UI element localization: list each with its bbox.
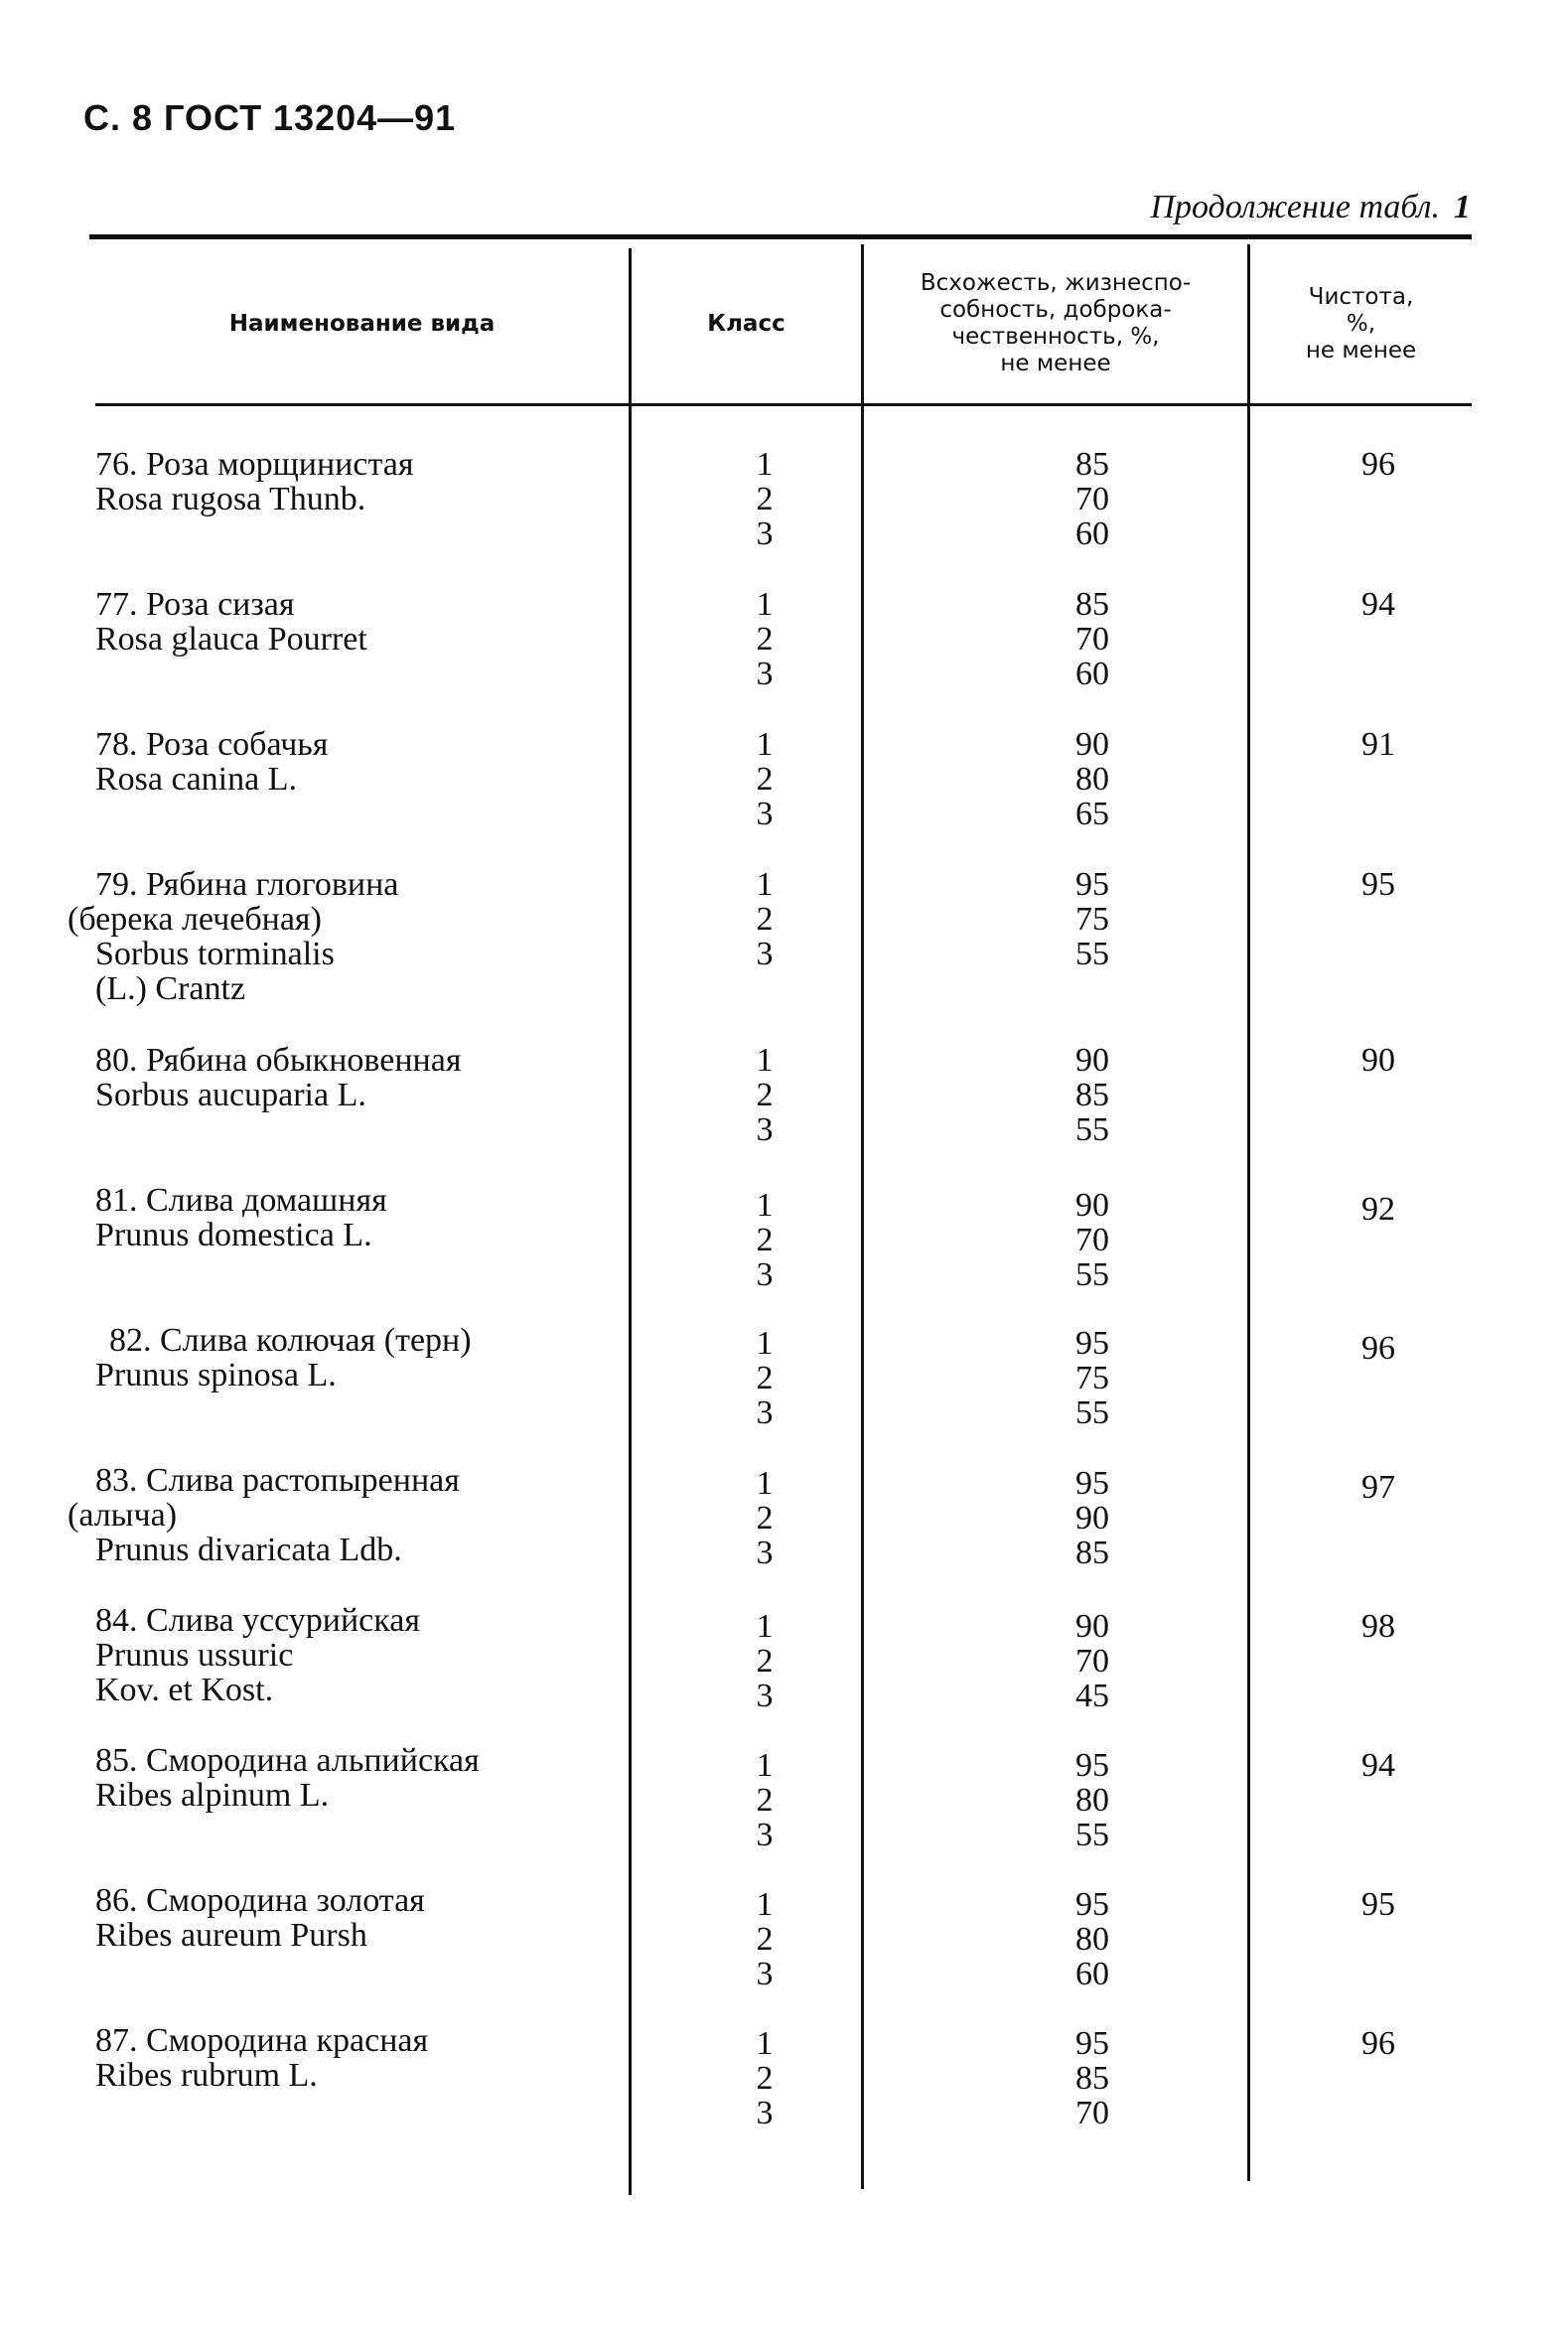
germination-value: 95 bbox=[1075, 2025, 1109, 2062]
class-value: 3 bbox=[756, 936, 774, 972]
class-value: 2 bbox=[756, 1500, 774, 1537]
species-name bbox=[95, 1743, 622, 1813]
germination-value: 90 bbox=[1075, 1500, 1109, 1537]
species-name bbox=[68, 866, 622, 1007]
column-header-purity bbox=[1250, 246, 1472, 401]
table-caption-text: Продолжение табл. bbox=[1150, 189, 1440, 225]
class-values bbox=[735, 2026, 794, 2130]
class-value: 2 bbox=[756, 761, 774, 798]
germination-value: 80 bbox=[1075, 761, 1109, 798]
germination-value: 65 bbox=[1075, 796, 1109, 832]
germination-value: 95 bbox=[1075, 866, 1109, 903]
species-name-line: 78. Роза собачья bbox=[95, 726, 329, 763]
class-value: 3 bbox=[756, 1256, 774, 1293]
class-values bbox=[735, 1887, 794, 1991]
species-name-line: Ribes alpinum L. bbox=[95, 1777, 330, 1814]
purity-value: 90 bbox=[1361, 1042, 1395, 1079]
class-value: 2 bbox=[756, 1643, 774, 1680]
germination-value: 70 bbox=[1075, 481, 1109, 517]
class-value: 2 bbox=[756, 901, 774, 938]
germination-value: 80 bbox=[1075, 1921, 1109, 1958]
species-name-line: Ribes aureum Pursh bbox=[95, 1917, 367, 1954]
species-name-line: 79. Рябина глоговина bbox=[95, 866, 399, 903]
column-header-germination-line: Всхожесть, жизнеспо- bbox=[920, 270, 1192, 296]
class-values bbox=[735, 1326, 794, 1430]
germination-value: 80 bbox=[1075, 1782, 1109, 1819]
germination-value: 75 bbox=[1075, 1360, 1109, 1396]
column-divider-3 bbox=[1247, 244, 1250, 2181]
species-name-line: 85. Смородина альпийская bbox=[95, 1742, 480, 1779]
species-name-line: Rosa rugosa Thunb. bbox=[95, 481, 366, 517]
class-value: 2 bbox=[756, 1921, 774, 1958]
germination-value: 85 bbox=[1075, 1077, 1109, 1113]
germination-value: 55 bbox=[1075, 1256, 1109, 1293]
species-name-line: Prunus ussuric bbox=[95, 1637, 294, 1674]
class-value: 2 bbox=[756, 1222, 774, 1258]
species-name-line: (берека лечебная) bbox=[68, 901, 322, 938]
germination-value: 60 bbox=[1075, 1956, 1109, 1992]
germination-value: 95 bbox=[1075, 1747, 1109, 1784]
column-header-name-text: Наименование вида bbox=[228, 310, 496, 337]
species-name bbox=[95, 587, 622, 657]
column-header-germination bbox=[864, 246, 1247, 401]
class-values bbox=[735, 1466, 794, 1570]
germination-values bbox=[1043, 727, 1142, 831]
germination-value: 95 bbox=[1075, 1325, 1109, 1362]
class-values bbox=[735, 447, 794, 551]
species-name-line: Prunus spinosa L. bbox=[95, 1357, 337, 1393]
class-value: 2 bbox=[756, 1077, 774, 1113]
species-name bbox=[95, 1883, 622, 1953]
class-value: 3 bbox=[756, 1678, 774, 1714]
class-value: 3 bbox=[756, 796, 774, 832]
column-header-class-text: Класс bbox=[707, 310, 785, 337]
species-name-line: 83. Слива растопыренная bbox=[95, 1462, 460, 1499]
germination-values bbox=[1043, 1043, 1142, 1147]
species-name-line: Sorbus torminalis bbox=[95, 936, 335, 972]
germination-value: 85 bbox=[1075, 446, 1109, 483]
germination-values bbox=[1043, 867, 1142, 971]
species-name bbox=[95, 1043, 622, 1112]
germination-value: 85 bbox=[1075, 2060, 1109, 2097]
germination-value: 95 bbox=[1075, 1886, 1109, 1923]
class-value: 3 bbox=[756, 1394, 774, 1431]
class-value: 2 bbox=[756, 481, 774, 517]
germination-value: 55 bbox=[1075, 936, 1109, 972]
species-name-line: 80. Рябина обыкновенная bbox=[95, 1042, 462, 1079]
germination-value: 55 bbox=[1075, 1394, 1109, 1431]
class-value: 1 bbox=[756, 1747, 774, 1784]
purity-value: 96 bbox=[1361, 1330, 1395, 1367]
species-name-line: Prunus domestica L. bbox=[95, 1217, 372, 1253]
species-name bbox=[95, 2023, 622, 2093]
germination-value: 60 bbox=[1075, 656, 1109, 692]
germination-value: 55 bbox=[1075, 1111, 1109, 1148]
class-value: 3 bbox=[756, 1535, 774, 1571]
species-name-line: Prunus divaricata Ldb. bbox=[95, 1532, 402, 1568]
species-name-line: 82. Слива колючая (терн) bbox=[109, 1322, 472, 1359]
species-name-line: 84. Слива уссурийская bbox=[95, 1602, 420, 1639]
germination-value: 90 bbox=[1075, 1187, 1109, 1224]
germination-values bbox=[1043, 1466, 1142, 1570]
class-values bbox=[735, 587, 794, 691]
germination-value: 95 bbox=[1075, 1465, 1109, 1502]
class-value: 3 bbox=[756, 2095, 774, 2131]
class-value: 1 bbox=[756, 586, 774, 623]
purity-value: 94 bbox=[1361, 1747, 1395, 1784]
germination-value: 70 bbox=[1075, 2095, 1109, 2131]
column-header-name bbox=[95, 246, 629, 401]
germination-values bbox=[1043, 1326, 1142, 1430]
germination-value: 90 bbox=[1075, 1608, 1109, 1645]
class-values bbox=[735, 1609, 794, 1713]
column-divider-2 bbox=[861, 244, 864, 2189]
column-header-purity-line: не менее bbox=[1305, 337, 1417, 364]
column-header-germination-line: чественность, %, bbox=[951, 324, 1160, 350]
class-value: 2 bbox=[756, 1782, 774, 1819]
species-name-line: Kov. et Kost. bbox=[95, 1672, 274, 1708]
column-header-purity-line: %, bbox=[1346, 310, 1376, 337]
germination-value: 75 bbox=[1075, 901, 1109, 938]
class-value: 1 bbox=[756, 1187, 774, 1224]
class-values bbox=[735, 727, 794, 831]
species-name bbox=[95, 1183, 622, 1252]
purity-value: 97 bbox=[1361, 1469, 1395, 1506]
germination-values bbox=[1043, 1188, 1142, 1292]
column-divider-1 bbox=[629, 248, 632, 2195]
page-header: С. 8 ГОСТ 13204—91 bbox=[83, 97, 457, 138]
class-value: 3 bbox=[756, 1111, 774, 1148]
germination-values bbox=[1043, 1748, 1142, 1852]
table-header-bottom-rule bbox=[95, 403, 1472, 406]
table-top-rule bbox=[89, 234, 1472, 239]
class-values bbox=[735, 1188, 794, 1292]
species-name-line: Ribes rubrum L. bbox=[95, 2057, 318, 2094]
germination-values bbox=[1043, 2026, 1142, 2130]
class-value: 2 bbox=[756, 621, 774, 658]
germination-value: 90 bbox=[1075, 726, 1109, 763]
germination-value: 85 bbox=[1075, 586, 1109, 623]
germination-values bbox=[1043, 587, 1142, 691]
germination-value: 85 bbox=[1075, 1535, 1109, 1571]
species-name bbox=[68, 1462, 622, 1568]
germination-value: 70 bbox=[1075, 1222, 1109, 1258]
table-caption bbox=[1150, 189, 1471, 226]
class-value: 3 bbox=[756, 1817, 774, 1853]
purity-value: 91 bbox=[1361, 726, 1395, 763]
class-values bbox=[735, 1748, 794, 1852]
column-header-germination-line: не менее bbox=[1000, 351, 1111, 376]
species-name bbox=[95, 1603, 622, 1707]
species-name-line: Rosa canina L. bbox=[95, 761, 297, 798]
species-name-line: (алыча) bbox=[68, 1497, 178, 1534]
species-name-line: 81. Слива домашняя bbox=[95, 1182, 387, 1219]
species-name-line: 76. Роза морщинистая bbox=[95, 446, 414, 483]
species-name bbox=[95, 447, 622, 516]
germination-value: 70 bbox=[1075, 1643, 1109, 1680]
germination-values bbox=[1043, 1609, 1142, 1713]
class-value: 1 bbox=[756, 1042, 774, 1079]
class-value: 3 bbox=[756, 656, 774, 692]
species-name-line: 86. Смородина золотая bbox=[95, 1882, 425, 1919]
class-value: 2 bbox=[756, 2060, 774, 2097]
germination-value: 90 bbox=[1075, 1042, 1109, 1079]
species-name bbox=[95, 1323, 622, 1392]
class-value: 1 bbox=[756, 446, 774, 483]
column-header-germination-line: собность, доброка- bbox=[939, 297, 1172, 323]
column-header-purity-line: Чистота, bbox=[1308, 283, 1414, 310]
species-name bbox=[95, 727, 622, 797]
class-value: 1 bbox=[756, 1465, 774, 1502]
column-header-class bbox=[632, 246, 861, 401]
germination-value: 60 bbox=[1075, 515, 1109, 552]
class-value: 3 bbox=[756, 1956, 774, 1992]
purity-value: 95 bbox=[1361, 866, 1395, 903]
species-name-line: 87. Смородина красная bbox=[95, 2022, 429, 2059]
purity-value: 96 bbox=[1361, 446, 1395, 483]
purity-value: 96 bbox=[1361, 2025, 1395, 2062]
species-name-line: Sorbus aucuparia L. bbox=[95, 1077, 366, 1113]
purity-value: 95 bbox=[1361, 1886, 1395, 1923]
germination-values bbox=[1043, 447, 1142, 551]
germination-value: 55 bbox=[1075, 1817, 1109, 1853]
germination-value: 70 bbox=[1075, 621, 1109, 658]
purity-value: 92 bbox=[1361, 1191, 1395, 1228]
class-value: 1 bbox=[756, 2025, 774, 2062]
species-name-line: Rosa glauca Pourret bbox=[95, 621, 367, 658]
class-values bbox=[735, 1043, 794, 1147]
species-name-line: (L.) Crantz bbox=[95, 970, 246, 1007]
purity-value: 98 bbox=[1361, 1608, 1395, 1645]
germination-values bbox=[1043, 1887, 1142, 1991]
class-value: 3 bbox=[756, 515, 774, 552]
class-value: 1 bbox=[756, 1886, 774, 1923]
table-caption-number: 1 bbox=[1454, 189, 1471, 225]
class-value: 1 bbox=[756, 866, 774, 903]
species-name-line: 77. Роза сизая bbox=[95, 586, 295, 623]
class-value: 2 bbox=[756, 1360, 774, 1396]
class-value: 1 bbox=[756, 1325, 774, 1362]
class-value: 1 bbox=[756, 726, 774, 763]
class-values bbox=[735, 867, 794, 971]
germination-value: 45 bbox=[1075, 1678, 1109, 1714]
purity-value: 94 bbox=[1361, 586, 1395, 623]
class-value: 1 bbox=[756, 1608, 774, 1645]
